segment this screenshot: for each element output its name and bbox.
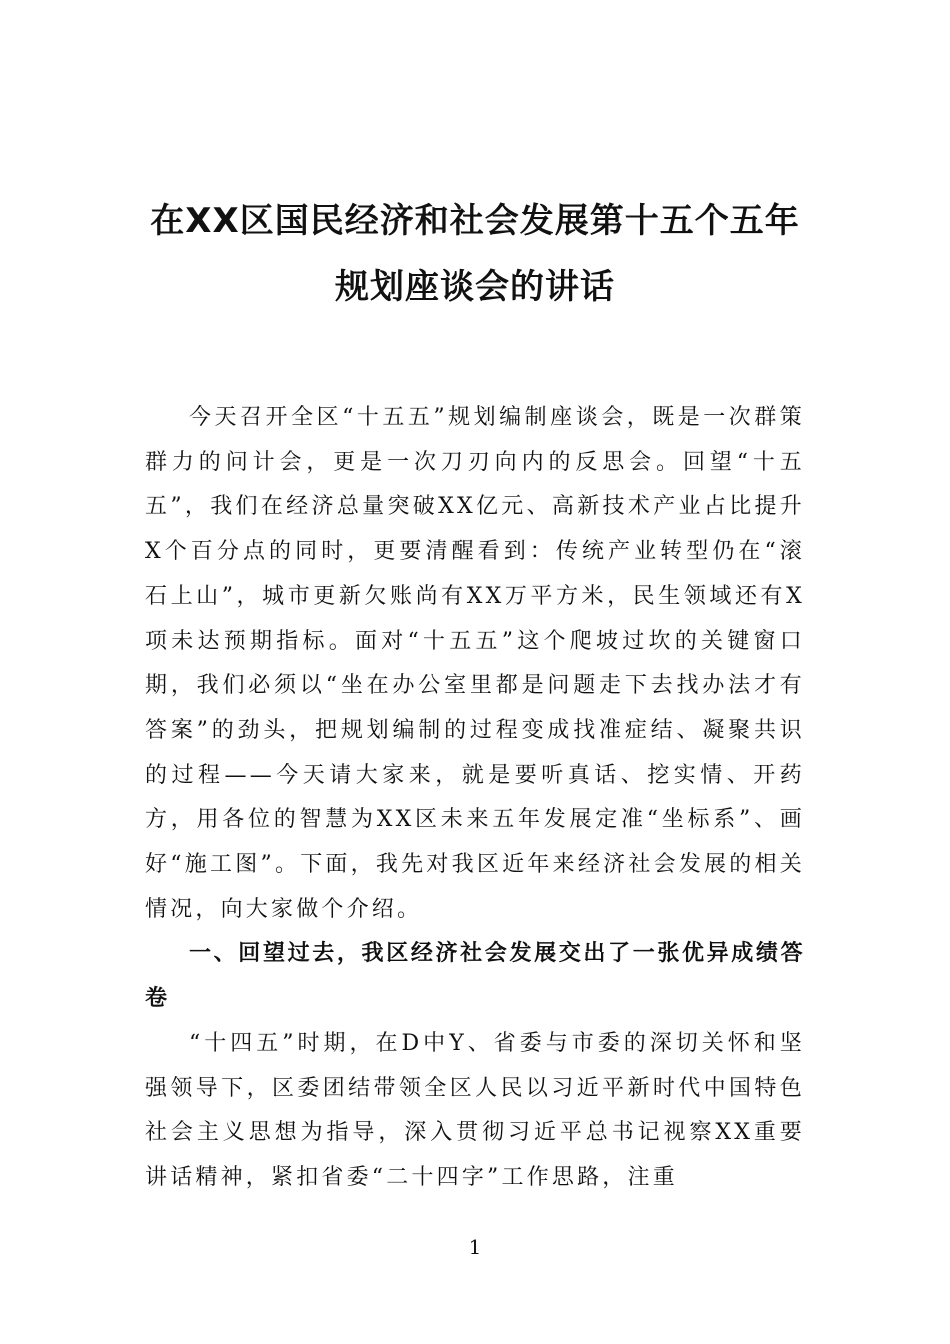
intro-paragraph: 今天召开全区“十五五”规划编制座谈会，既是一次群策群力的问计会，更是一次刀刃向内的反思会。回望“十五五”，我们在经济总量突破XX亿元、高新技术产业占比提升X个百分点的同时，更要清醒看到：传统产业转型仍在“滚石上山”，城市更新欠账尚有XX万平方米，民生领域还有X项未达预期指标。面对“十五五”这个爬坡过坎的关键窗口期，我们必须以“坐在办公室里都是问题走下去找办法才有答案”的劲头，把规划编制的过程变成找准症结、凝聚共识的过程——今天请大家来，就是要听真话、挖实情、开药方，用各位的智慧为XX区未来五年发展定准“坐标系”、画好“施工图”。下面，我先对我区近年来经济社会发展的相关情况，向大家做个介绍。 (145, 405, 805, 922)
title-line-1: 在XX区国民经济和社会发展第十五个五年 (150, 201, 800, 241)
page-number: 1 (468, 1235, 482, 1259)
document-title (130, 188, 820, 320)
section-heading-1: 一、回望过去，我区经济社会发展交出了一张优异成绩答卷 (145, 941, 805, 1012)
document-body (145, 396, 805, 1201)
section-1-paragraph: “十四五”时期，在D中Y、省委与市委的深切关怀和坚强领导下，区委团结带领全区人民以习近平新时代中国特色社会主义思想为指导，深入贯彻习近平总书记视察XX重要讲话精神，紧扣省委“二十四字”工作思路，注重 (145, 1030, 805, 1190)
title-line-2: 规划座谈会的讲话 (335, 267, 615, 307)
